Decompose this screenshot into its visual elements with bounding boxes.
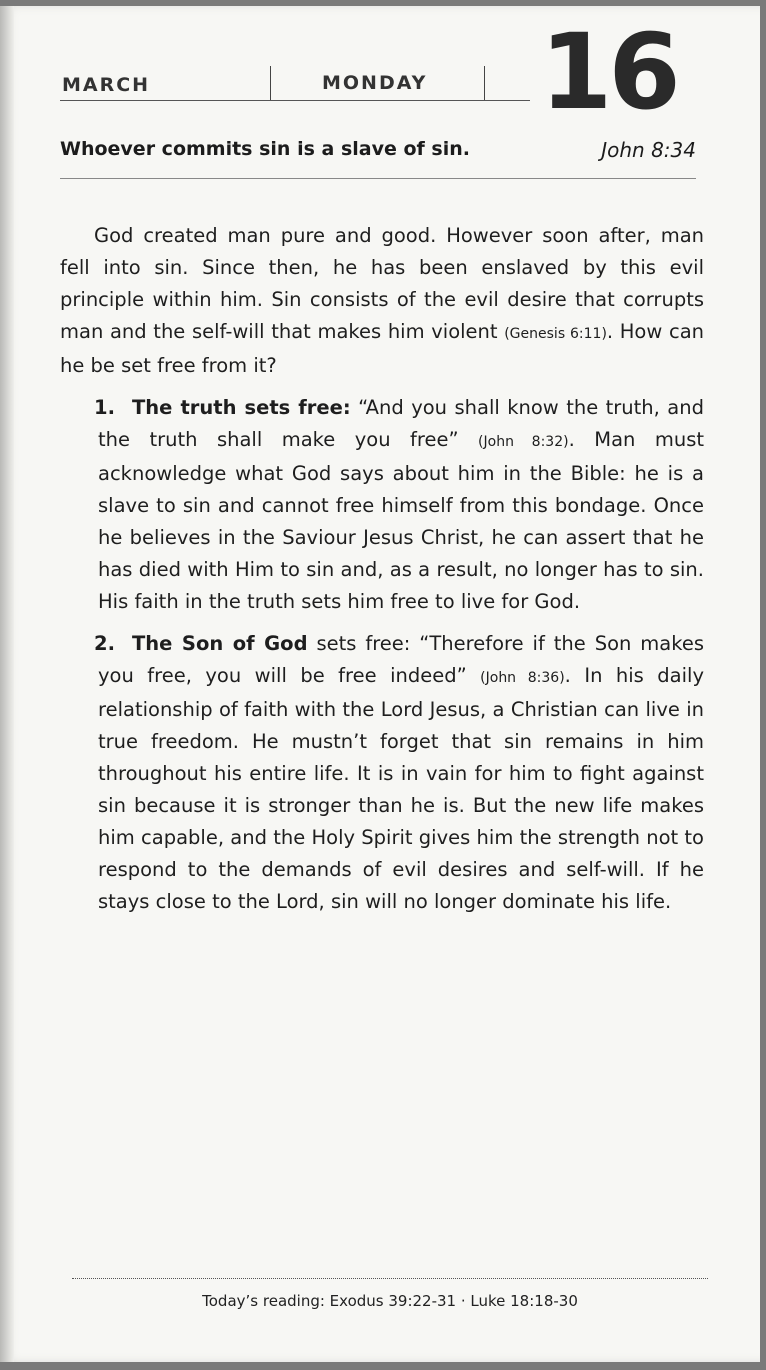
intro-text-end: . How can he be set free from it? (60, 320, 704, 377)
header-rule (60, 100, 530, 101)
point-1 (60, 392, 704, 618)
point-2 (60, 628, 704, 918)
point-reference: (John 8:32) (478, 434, 569, 450)
point-text-end: . In his daily relationship of faith with the Lord Jesus, a Christian can live in true freedom. He mustn’t forget that sin remains in him throughout his entire life. It is in vain for him to fight against sin because it is stronger than he is. But the new life makes him capable, and the Holy Spirit gives him the strength not to respond to the demands of evil desires and self-will. If he stays close to the Lord, sin will no longer dominate his life. (98, 664, 704, 913)
intro-text: God created man pure and good. However soon after, man fell into sin. Since then, he has been enslaved by this evil principle within him. Sin consists of the evil desire that corrupts man and the self-will that makes him violent (60, 224, 704, 343)
intro-reference: (Genesis 6:11) (504, 326, 607, 342)
point-text: sets free: “Therefore if the Son makes you free, you will be free indeed” (98, 632, 704, 687)
weekday-label: MONDAY (322, 72, 428, 94)
verse-text: Whoever commits sin is a slave of sin. (60, 138, 470, 160)
todays-reading: Today’s reading: Exodus 39:22-31 · Luke 18:18-30 (202, 1292, 578, 1310)
point-number: 1. (94, 396, 115, 419)
verse-rule (60, 178, 696, 179)
point-reference: (John 8:36) (480, 670, 565, 686)
verse-reference: John 8:34 (601, 138, 696, 162)
binding-edge (0, 6, 14, 1362)
verse-row (60, 138, 696, 168)
month-label: MARCH (62, 74, 151, 96)
point-text-end: . Man must acknowledge what God says about him in the Bible: he is a slave to sin and cannot free himself from this bondage. Once he believes in the Saviour Jesus Christ, he can assert that he has died with Him to sin and, as a result, no longer has to sin. His faith in the truth sets him free to live for God. (98, 428, 704, 613)
point-number: 2. (94, 632, 115, 655)
intro-paragraph (60, 220, 704, 382)
day-number: 16 (540, 11, 677, 133)
devotional-body (60, 220, 704, 928)
point-lead: The truth sets free: (132, 396, 351, 419)
point-text: “And you shall know the truth, and the truth shall make you free” (98, 396, 704, 451)
point-lead: The Son of God (132, 632, 308, 655)
footer-rule (72, 1278, 708, 1279)
header-divider (270, 66, 271, 100)
header-divider (484, 66, 485, 100)
